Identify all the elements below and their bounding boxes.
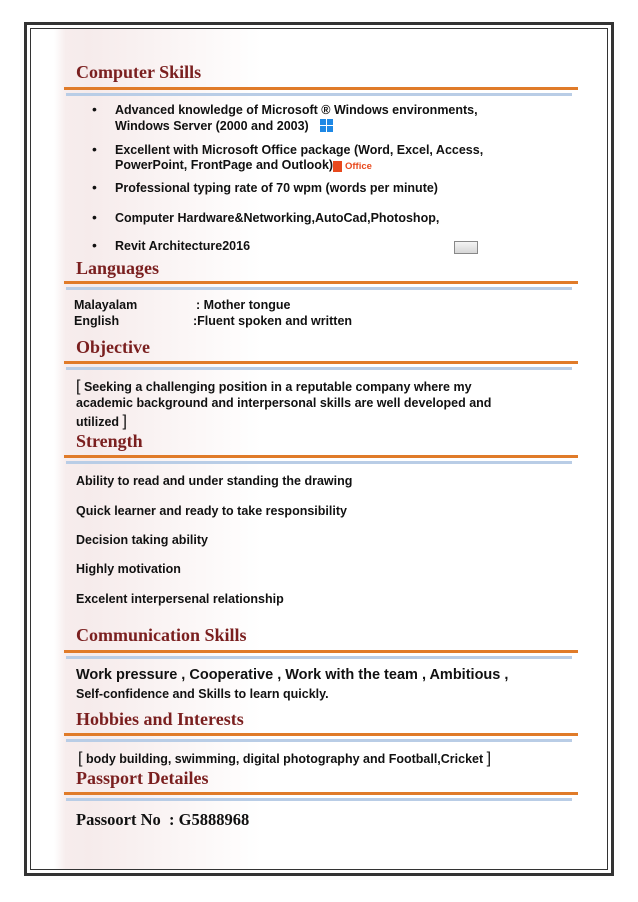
section-rule-shadow xyxy=(66,739,572,742)
section-rule xyxy=(64,650,578,653)
skill-item: Computer Hardware&Networking,AutoCad,Photoshop, xyxy=(115,211,440,225)
section-rule-shadow xyxy=(66,798,572,801)
strength-item: Decision taking ability xyxy=(76,533,208,547)
passport-number xyxy=(76,810,249,830)
section-rule-shadow xyxy=(66,287,572,290)
section-rule xyxy=(64,733,578,736)
communication-skills-heading: Communication Skills xyxy=(76,625,247,645)
objective-line: utilized ] xyxy=(76,413,127,430)
language-level: : Mother tongue xyxy=(196,298,291,312)
section-rule-shadow xyxy=(66,93,572,96)
office-logo-text: Office xyxy=(345,161,372,172)
bullet-marker: • xyxy=(92,141,97,157)
embedded-object-thumbnail xyxy=(454,241,478,254)
objective-line: academic background and interpersonal skills are well developed and xyxy=(76,396,492,410)
bullet-marker: • xyxy=(92,209,97,225)
communication-line: Work pressure , Cooperative , Work with the team , Ambitious , xyxy=(76,667,509,683)
section-rule xyxy=(64,455,578,458)
strength-item: Quick learner and ready to take responsibility xyxy=(76,504,347,518)
hobbies-text: body building, swimming, digital photography and Football,Cricket xyxy=(85,752,484,766)
communication-line: Self-confidence and Skills to learn quickly. xyxy=(76,687,329,701)
skill-item: Professional typing rate of 70 wpm (words per minute) xyxy=(115,181,438,195)
hobbies-heading: Hobbies and Interests xyxy=(76,709,244,729)
language-name: English xyxy=(74,314,120,328)
office-logo xyxy=(333,161,372,172)
passport-label: Passoort No xyxy=(76,810,161,829)
bullet-marker: • xyxy=(92,101,97,117)
section-rule xyxy=(64,87,578,90)
language-name: Malayalam xyxy=(74,298,138,312)
languages-heading: Languages xyxy=(76,258,160,278)
objective-line: [ Seeking a challenging position in a reputable company where my xyxy=(76,378,472,395)
skill-item: Advanced knowledge of Microsoft ® Windows environments, xyxy=(115,103,478,117)
bullet-marker: • xyxy=(92,179,97,195)
language-level: :Fluent spoken and written xyxy=(193,314,353,328)
bullet-marker: • xyxy=(92,237,97,253)
computer-skills-heading: Computer Skills xyxy=(76,62,202,82)
windows-logo-icon xyxy=(320,119,333,132)
objective-heading: Objective xyxy=(76,337,150,357)
objective-text: Seeking a challenging position in a reputable company where my xyxy=(83,380,472,394)
skill-item: PowerPoint, FrontPage and Outlook) xyxy=(115,158,334,172)
passport-heading: Passport Detailes xyxy=(76,768,209,788)
skill-item: Windows Server (2000 and 2003) xyxy=(115,119,309,133)
section-rule xyxy=(64,281,578,284)
hobbies-line: [ body building, swimming, digital photography and Football,Cricket ] xyxy=(78,750,492,767)
objective-text: utilized xyxy=(76,415,120,429)
office-logo-icon xyxy=(333,161,342,172)
strength-heading: Strength xyxy=(76,431,143,451)
section-rule xyxy=(64,361,578,364)
skill-item: Revit Architecture2016 xyxy=(115,239,251,253)
passport-value: : G5888968 xyxy=(169,810,250,829)
section-rule xyxy=(64,792,578,795)
section-rule-shadow xyxy=(66,367,572,370)
strength-item: Excelent interpersenal relationship xyxy=(76,592,284,606)
strength-item: Highly motivation xyxy=(76,562,181,576)
strength-item: Ability to read and under standing the drawing xyxy=(76,474,353,488)
skill-item: Excellent with Microsoft Office package (Word, Excel, Access, xyxy=(115,143,484,157)
section-rule-shadow xyxy=(66,656,572,659)
section-rule-shadow xyxy=(66,461,572,464)
